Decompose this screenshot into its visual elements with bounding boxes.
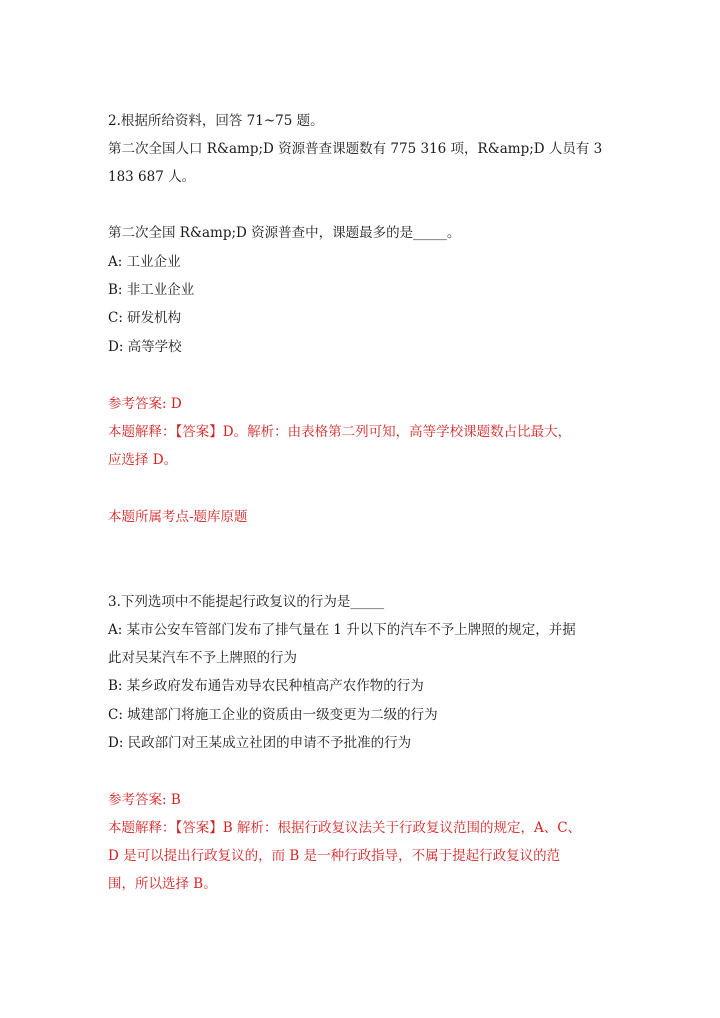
q2-intro: 2.根据所给资料，回答 71~75 题。	[108, 113, 324, 129]
q2-source: 本题所属考点-题库原题	[108, 509, 248, 525]
q3-explanation-line-3: 围，所以选择 B。	[108, 876, 217, 892]
q3-option-c: C: 城建部门将施工企业的资质由一级变更为二级的行为	[108, 707, 438, 723]
q2-explanation-line-2: 应选择 D。	[108, 452, 178, 468]
q2-option-b: B: 非工业企业	[108, 282, 195, 298]
q3-option-a: A: 某市公安车管部门发布了排气量在 1 升以下的汽车不予上牌照的规定，并据	[108, 622, 576, 638]
q2-question: 第二次全国 R&amp;D 资源普查中，课题最多的是_____。	[108, 225, 461, 241]
q3-option-d: D: 民政部门对王某成立社团的申请不予批准的行为	[108, 735, 412, 751]
q3-explanation-line-2: D 是可以提出行政复议的，而 B 是一种行政指导，不属于提起行政复议的范	[108, 848, 561, 864]
q2-material-line-1: 第二次全国人口 R&amp;D 资源普查课题数有 775 316 项，R&amp;D 人员有 3	[108, 141, 603, 157]
q3-question: 3.下列选项中不能提起行政复议的行为是_____	[108, 594, 385, 610]
q2-option-d: D: 高等学校	[108, 339, 182, 355]
q3-answer: 参考答案: B	[108, 792, 181, 808]
q3-option-b: B: 某乡政府发布通告劝导农民种植高产农作物的行为	[108, 678, 424, 694]
q2-material-line-2: 183 687 人。	[108, 169, 196, 185]
q2-option-c: C: 研发机构	[108, 310, 182, 326]
q3-explanation-line-1: 本题解释：【答案】B 解析：根据行政复议法关于行政复议范围的规定，A、C、	[108, 820, 582, 836]
q2-answer: 参考答案: D	[108, 396, 182, 412]
q3-option-a-continued: 此对吴某汽车不予上牌照的行为	[108, 650, 297, 666]
q2-option-a: A: 工业企业	[108, 254, 181, 270]
q2-explanation-line-1: 本题解释：【答案】D。解析：由表格第二列可知，高等学校课题数占比最大，	[108, 424, 572, 440]
